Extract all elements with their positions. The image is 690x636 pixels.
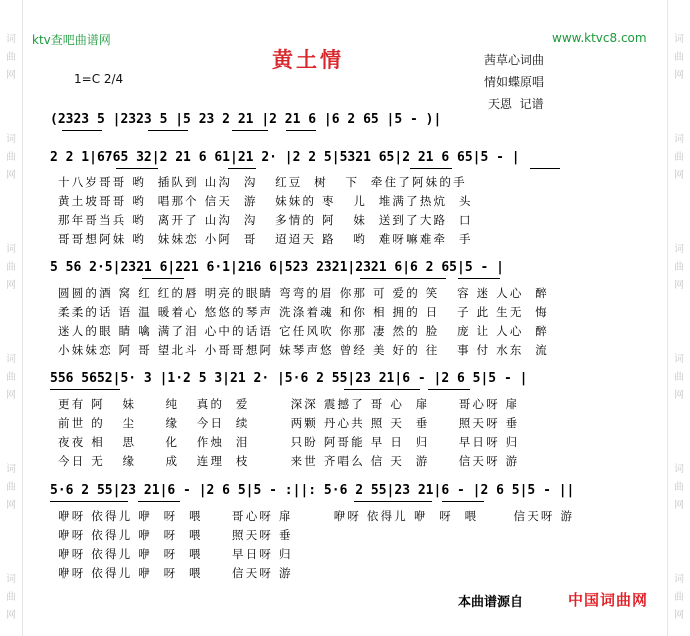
site-brand-left: ktv查吧曲谱网 (32, 33, 111, 47)
watermark-char: 网 (6, 70, 16, 81)
watermark-char: 曲 (674, 262, 684, 273)
watermark-char: 词 (6, 464, 16, 475)
song-title: 黄土情 (272, 48, 344, 72)
watermark-char: 曲 (6, 592, 16, 603)
watermark-char: 曲 (6, 52, 16, 63)
watermark-char: 网 (6, 610, 16, 621)
watermark-char: 网 (6, 170, 16, 181)
watermark-char: 网 (674, 170, 684, 181)
lyricist-credit: 茜草心词曲 (484, 53, 545, 67)
beam-line (428, 389, 470, 390)
lyric-line: 十八岁哥哥 哟 插队到 山沟 沟 红豆 树 下 牵住了阿妹的手 (58, 175, 467, 189)
watermark-char: 网 (674, 500, 684, 511)
watermark-char: 曲 (6, 262, 16, 273)
transcriber-credit: 天恩 记谱 (488, 97, 544, 111)
watermark-char: 曲 (6, 372, 16, 383)
watermark-char: 网 (674, 280, 684, 291)
lyric-line: 迷人的眼 睛 噙 满了泪 心中的话语 它任风吹 你那 凄 然的 脸 庞 让 人心 醉 (58, 324, 549, 338)
watermark-char: 网 (6, 280, 16, 291)
right-watermark-strip (667, 0, 690, 636)
watermark-char: 网 (674, 390, 684, 401)
watermark-char: 词 (674, 354, 684, 365)
key-signature: 1=C 2/4 (74, 72, 124, 86)
watermark-char: 词 (674, 34, 684, 45)
watermark-char: 曲 (674, 482, 684, 493)
watermark-char: 词 (674, 244, 684, 255)
watermark-char: 网 (674, 610, 684, 621)
watermark-char: 词 (6, 244, 16, 255)
watermark-char: 网 (674, 70, 684, 81)
watermark-char: 曲 (674, 52, 684, 63)
lyric-line: 今日 无 缘 成 连理 枝 来世 齐唱么 信 天 游 信天呀 游 (58, 454, 520, 468)
lyric-line: 圆圆的酒 窝 红 红的唇 明亮的眼睛 弯弯的眉 你那 可 爱的 笑 容 迷 人心 醉 (58, 286, 549, 300)
beam-line (286, 130, 316, 131)
lyric-line: 咿呀 依得儿 咿 呀 喂 早日呀 归 (58, 547, 293, 561)
watermark-char: 曲 (674, 152, 684, 163)
beam-line (62, 130, 102, 131)
beam-line (360, 278, 446, 279)
lyric-line: 黄土坡哥哥 哟 唱那个 信天 游 妹妹的 枣 儿 堆满了热炕 头 (58, 194, 473, 208)
watermark-char: 词 (674, 574, 684, 585)
notation-row-2: 5 56 2·5|2321 6|221 6·1|216 6|523 2321|2321 6|6 2 65|5 - | (50, 260, 504, 275)
lyric-line: 那年哥当兵 哟 离开了 山沟 沟 多情的 阿 妹 送到了大路 口 (58, 213, 473, 227)
lyric-line: 柔柔的话 语 温 暖着心 悠悠的琴声 洗涤着魂 和你 相 拥的 日 子 此 生无 悔 (58, 305, 549, 319)
watermark-char: 曲 (6, 482, 16, 493)
watermark-char: 词 (6, 354, 16, 365)
beam-line (116, 168, 158, 169)
watermark-char: 词 (674, 134, 684, 145)
beam-line (344, 389, 420, 390)
beam-line (142, 278, 184, 279)
lyric-line: 小妹妹恋 阿 哥 望北斗 小哥哥想阿 妹琴声悠 曾经 美 好的 往 事 付 水东 流 (58, 343, 549, 357)
beam-line (442, 501, 484, 502)
beam-line (148, 130, 188, 131)
left-watermark-strip (0, 0, 23, 636)
beam-line (530, 168, 560, 169)
lyric-line: 夜夜 相 思 化 作烛 泪 只盼 阿哥能 早 日 归 早日呀 归 (58, 435, 520, 449)
watermark-char: 曲 (674, 592, 684, 603)
beam-line (228, 168, 256, 169)
notation-row-intro: (2323 5 |2323 5 |5 23 2 21 |2 21 6 |6 2 65 |5 - )| (50, 112, 442, 127)
lyric-line: 哥哥想阿妹 哟 妹妹恋 小阿 哥 迢迢天 路 哟 难呀嘛难牵 手 (58, 232, 473, 246)
beam-line (410, 168, 452, 169)
watermark-char: 词 (6, 574, 16, 585)
beam-line (50, 501, 128, 502)
singer-credit: 情如蝶原唱 (484, 75, 545, 89)
lyric-line: 前世 的 尘 缘 今日 续 两颗 丹心共 照 天 垂 照天呀 垂 (58, 416, 520, 430)
watermark-char: 曲 (6, 152, 16, 163)
watermark-char: 网 (6, 390, 16, 401)
lyric-line: 咿呀 依得儿 咿 呀 喂 信天呀 游 (58, 566, 293, 580)
source-label: 本曲谱源自 (458, 595, 524, 610)
lyric-line: 咿呀 依得儿 咿 呀 喂 照天呀 垂 (58, 528, 293, 542)
beam-line (138, 501, 180, 502)
notation-row-3: 556 5652|5· 3 |1·2 5 3|21 2· |5·6 2 55|23 21|6 - |2 6 5|5 - | (50, 371, 528, 386)
lyric-line: 咿呀 依得儿 咿 呀 喂 哥心呀 扉 咿呀 依得儿 咿 呀 喂 信天呀 游 (58, 509, 575, 523)
beam-line (458, 278, 500, 279)
notation-row-4: 5·6 2 55|23 21|6 - |2 6 5|5 - :||: 5·6 2 55|23 21|6 - |2 6 5|5 - || (50, 483, 575, 498)
watermark-char: 词 (674, 464, 684, 475)
site-url-right: www.ktvc8.com (552, 31, 647, 45)
watermark-char: 词 (6, 134, 16, 145)
watermark-char: 网 (6, 500, 16, 511)
watermark-char: 曲 (674, 372, 684, 383)
source-name: 中国词曲网 (568, 591, 649, 609)
notation-row-1: 2 2 1|6765 32|2 21 6 61|21 2· |2 2 5|5321 65|2 21 6 65|5 - | (50, 150, 520, 165)
lyric-line: 更有 阿 妹 纯 真的 爱 深深 震撼了 哥 心 扉 哥心呀 扉 (58, 397, 520, 411)
beam-line (354, 501, 432, 502)
watermark-char: 词 (6, 34, 16, 45)
beam-line (50, 389, 120, 390)
beam-line (232, 130, 268, 131)
